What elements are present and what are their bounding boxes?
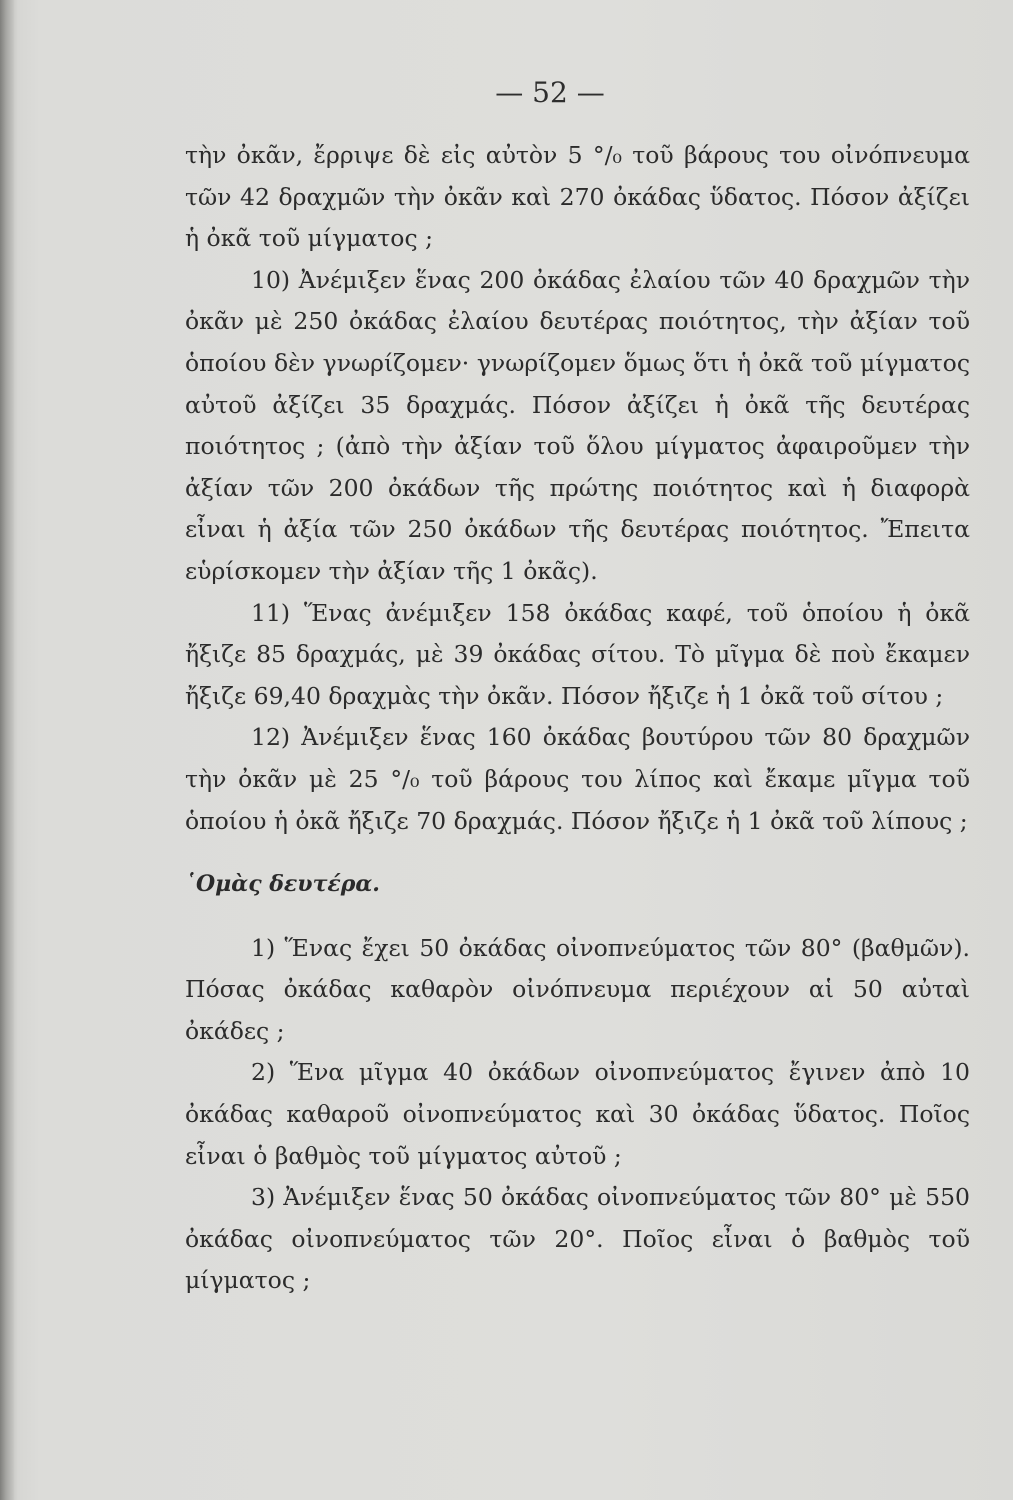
- page-binding-edge: [0, 0, 14, 1500]
- problem-second-group-2: 2) Ἕνα μῖγμα 40 ὀκάδων οἰνοπνεύματος ἔγινεν ἀπὸ 10 ὀκάδας καθαροῦ οἰνοπνεύματος καὶ 30 ὀκάδας ὕδατος. Ποῖος εἶναι ὁ βαθμὸς τοῦ μίγματος αὐτοῦ ;: [185, 1058, 970, 1170]
- page-number: — 52 —: [495, 76, 605, 109]
- problem-second-group-3: 3) Ἀνέμιξεν ἕνας 50 ὀκάδας οἰνοπνεύματος τῶν 80° μὲ 550 ὀκάδας οἰνοπνεύματος τῶν 20°. Ποῖος εἶναι ὁ βαθμὸς τοῦ μίγματος ;: [185, 1183, 970, 1295]
- problem-11: 11) Ἕνας ἀνέμιξεν 158 ὀκάδας καφέ, τοῦ ὁποίου ἡ ὀκᾶ ἤξιζε 85 δραχμάς, μὲ 39 ὀκάδας σίτου. Τὸ μῖγμα δὲ ποὺ ἔκαμεν ἤξιζε 69,40 δραχμὰς τὴν ὀκᾶν. Πόσον ἤξιζε ἡ 1 ὀκᾶ τοῦ σίτου ;: [185, 598, 970, 710]
- text-body: [185, 135, 970, 1302]
- problem-10: 10) Ἀνέμιξεν ἕνας 200 ὀκάδας ἐλαίου τῶν 40 δραχμῶν τὴν ὀκᾶν μὲ 250 ὀκάδας ἐλαίου δευτέρας ποιότητος, τὴν ἀξίαν τοῦ ὁποίου δὲν γνωρίζομεν· γνωρίζομεν ὅμως ὅτι ἡ ὀκᾶ τοῦ μίγματος αὐτοῦ ἀξίζει 35 δραχμάς. Πόσον ἀξίζει ἡ ὀκᾶ τῆς δευτέρας ποιότητος ; (ἀπὸ τὴν ἀξίαν τοῦ ὅλου μίγματος ἀφαιροῦμεν τὴν ἀξίαν τῶν 200 ὀκάδων τῆς πρώτης ποιότητος καὶ ἡ διαφορὰ εἶναι ἡ ἀξία τῶν 250 ὀκάδων τῆς δευτέρας ποιότητος. Ἔπειτα εὑρίσκομεν τὴν ἀξίαν τῆς 1 ὀκᾶς).: [185, 265, 970, 585]
- paragraph-continuation: τὴν ὀκᾶν, ἔρριψε δὲ εἰς αὐτὸν 5 °/₀ τοῦ βάρους του οἰνόπνευμα τῶν 42 δραχμῶν τὴν ὀκᾶν καὶ 270 ὀκάδας ὕδατος. Πόσον ἀξίζει ἡ ὀκᾶ τοῦ μίγματος ;: [185, 141, 970, 253]
- section-heading: ῾Ομὰς δευτέρα.: [185, 871, 380, 898]
- problem-second-group-1: 1) Ἕνας ἔχει 50 ὀκάδας οἰνοπνεύματος τῶν 80° (βαθμῶν). Πόσας ὀκάδας καθαρὸν οἰνόπνευμα περιέχουν αἱ 50 αὐταὶ ὀκάδες ;: [185, 933, 970, 1045]
- problem-12: 12) Ἀνέμιξεν ἕνας 160 ὀκάδας βουτύρου τῶν 80 δραχμῶν τὴν ὀκᾶν μὲ 25 °/₀ τοῦ βάρους του λίπος καὶ ἔκαμε μῖγμα τοῦ ὁποίου ἡ ὀκᾶ ἤξιζε 70 δραχμάς. Πόσον ἤξιζε ἡ 1 ὀκᾶ τοῦ λίπους ;: [185, 723, 970, 835]
